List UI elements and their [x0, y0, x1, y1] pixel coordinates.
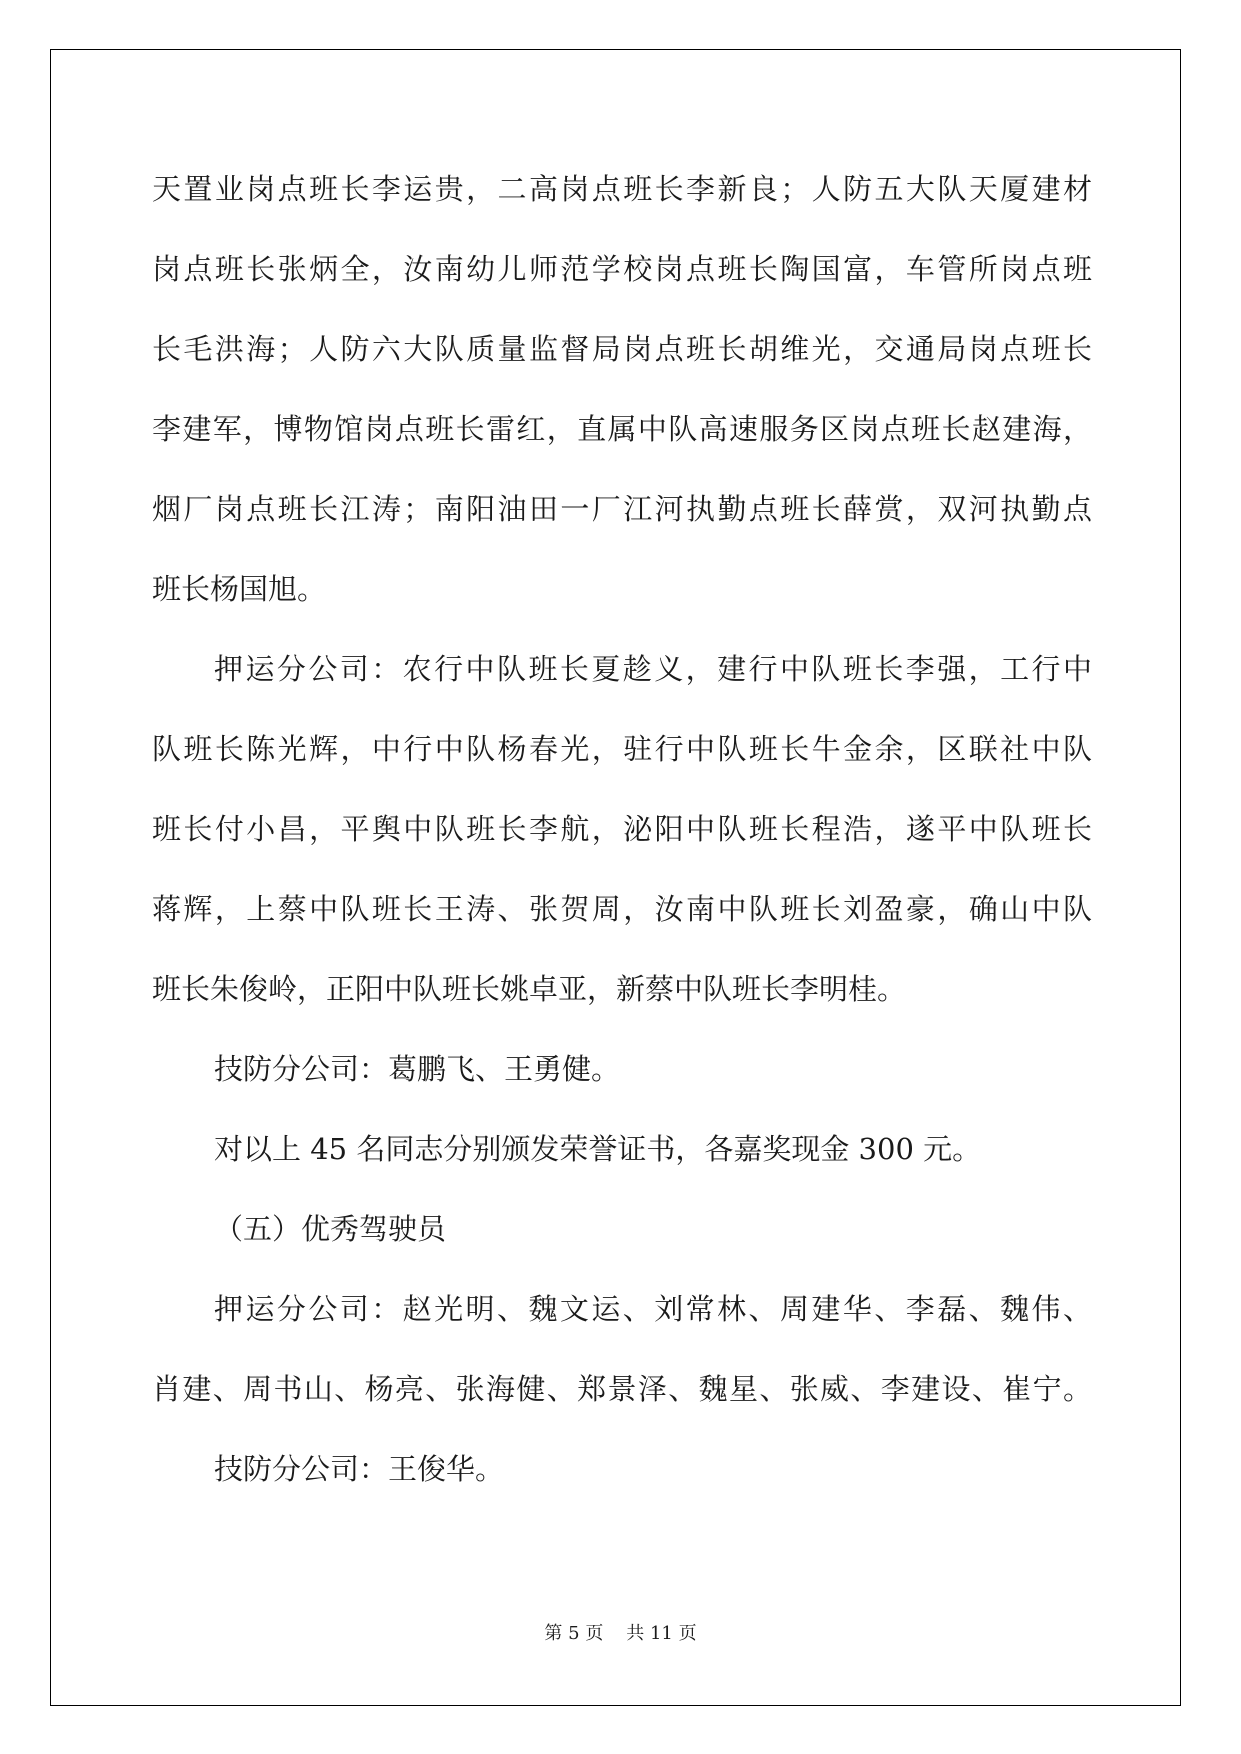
paragraph-start-line: 技防分公司：葛鹏飞、王勇健。	[214, 1052, 621, 1086]
text-line: 班长朱俊岭，正阳中队班长姚卓亚，新蔡中队班长李明桂。	[152, 972, 907, 1006]
text-line: 岗点班长张炳全，汝南幼儿师范学校岗点班长陶国富，车管所岗点班	[152, 252, 1092, 286]
text-line: 李建军，博物馆岗点班长雷红，直属中队高速服务区岗点班长赵建海，	[152, 412, 1092, 446]
paragraph-start-line: 技防分公司：王俊华。	[214, 1452, 505, 1486]
text-line: 班长杨国旭。	[152, 572, 327, 606]
text-line: 烟厂岗点班长江涛；南阳油田一厂江河执勤点班长薛赏，双河执勤点	[152, 492, 1092, 526]
paragraph-start-line: 押运分公司：农行中队班长夏趁义，建行中队班长李强，工行中	[214, 652, 1092, 686]
document-body	[152, 165, 1092, 1525]
text-line: 班长付小昌，平舆中队班长李航，泌阳中队班长程浩，遂平中队班长	[152, 812, 1092, 846]
text-line: 蒋辉，上蔡中队班长王涛、张贺周，汝南中队班长刘盈豪，确山中队	[152, 892, 1092, 926]
page-number: 第 5 页	[544, 1623, 604, 1644]
page-total: 共 11 页	[626, 1623, 697, 1644]
paragraph-start-line: 对以上 45 名同志分别颁发荣誉证书，各嘉奖现金 300 元。	[214, 1132, 982, 1166]
text-line: 长毛洪海；人防六大队质量监督局岗点班长胡维光，交通局岗点班长	[152, 332, 1092, 366]
text-line: 肖建、周书山、杨亮、张海健、郑景泽、魏星、张威、李建设、崔宁。	[152, 1372, 1092, 1406]
text-line: 天置业岗点班长李运贵，二高岗点班长李新良；人防五大队天厦建材	[152, 172, 1092, 206]
page-footer	[0, 1622, 1241, 1646]
text-line: 队班长陈光辉，中行中队杨春光，驻行中队班长牛金余，区联社中队	[152, 732, 1092, 766]
paragraph-start-line: 押运分公司：赵光明、魏文运、刘常林、周建华、李磊、魏伟、	[214, 1292, 1092, 1326]
section-heading: （五）优秀驾驶员	[214, 1212, 447, 1246]
